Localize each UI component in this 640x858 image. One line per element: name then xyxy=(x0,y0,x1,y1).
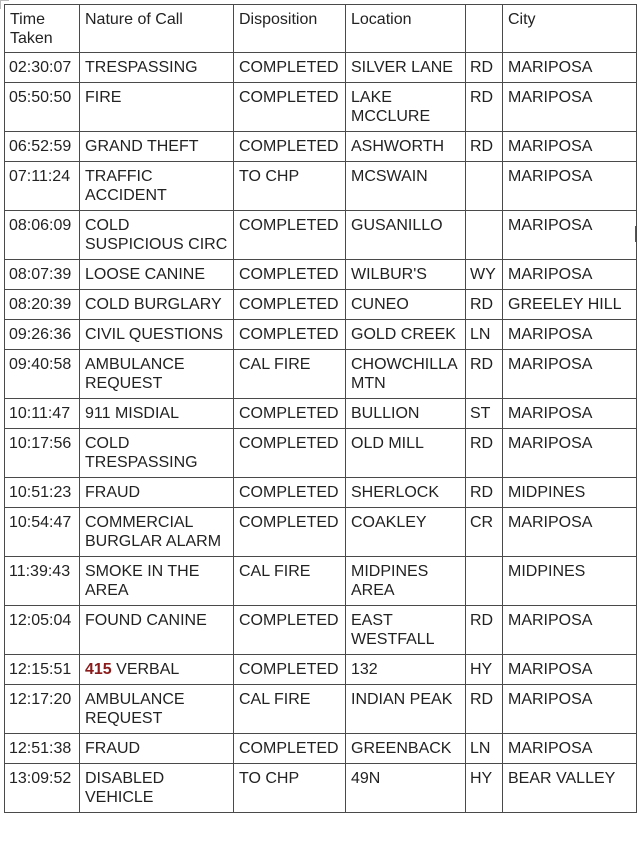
header-location: Location xyxy=(346,5,466,53)
cell-time: 06:52:59 xyxy=(5,132,80,162)
cell-disposition: CAL FIRE xyxy=(234,685,346,734)
cell-suffix: RD xyxy=(466,606,503,655)
cell-time: 02:30:07 xyxy=(5,53,80,83)
cell-nature: FIRE xyxy=(80,83,234,132)
cell-suffix: RD xyxy=(466,685,503,734)
cell-time: 10:54:47 xyxy=(5,508,80,557)
header-time: Time Taken xyxy=(5,5,80,53)
cell-suffix xyxy=(466,557,503,606)
cell-suffix: RD xyxy=(466,83,503,132)
table-row xyxy=(5,557,637,606)
cell-disposition: COMPLETED xyxy=(234,508,346,557)
cell-city: MARIPOSA xyxy=(503,132,637,162)
cell-time: 09:26:36 xyxy=(5,320,80,350)
cell-nature: TRESPASSING xyxy=(80,53,234,83)
cell-city: MARIPOSA xyxy=(503,655,637,685)
cell-location: GOLD CREEK xyxy=(346,320,466,350)
cell-disposition: CAL FIRE xyxy=(234,350,346,399)
cell-location: CUNEO xyxy=(346,290,466,320)
cell-nature: CIVIL QUESTIONS xyxy=(80,320,234,350)
table-row xyxy=(5,83,637,132)
cell-nature: FOUND CANINE xyxy=(80,606,234,655)
cell-nature: GRAND THEFT xyxy=(80,132,234,162)
cell-disposition: CAL FIRE xyxy=(234,557,346,606)
header-city: City xyxy=(503,5,637,53)
call-log-body xyxy=(5,53,637,813)
cell-city: MARIPOSA xyxy=(503,606,637,655)
table-row xyxy=(5,211,637,260)
table-row xyxy=(5,290,637,320)
cell-nature: FRAUD xyxy=(80,478,234,508)
cell-time: 09:40:58 xyxy=(5,350,80,399)
cell-city: MARIPOSA xyxy=(503,83,637,132)
cell-nature: COMMERCIAL BURGLAR ALARM xyxy=(80,508,234,557)
cell-city: BEAR VALLEY xyxy=(503,764,637,813)
table-row xyxy=(5,399,637,429)
cell-disposition: TO CHP xyxy=(234,764,346,813)
cell-location: EAST WESTFALL xyxy=(346,606,466,655)
table-row xyxy=(5,508,637,557)
table-row xyxy=(5,53,637,83)
cell-time: 07:11:24 xyxy=(5,162,80,211)
cell-suffix: HY xyxy=(466,764,503,813)
header-row xyxy=(5,5,637,53)
cell-location: SHERLOCK xyxy=(346,478,466,508)
cell-time: 12:51:38 xyxy=(5,734,80,764)
cell-disposition: COMPLETED xyxy=(234,655,346,685)
header-disposition: Disposition xyxy=(234,5,346,53)
cell-city: MARIPOSA xyxy=(503,350,637,399)
cell-nature: AMBULANCE REQUEST xyxy=(80,685,234,734)
cell-suffix: RD xyxy=(466,53,503,83)
cell-disposition: COMPLETED xyxy=(234,290,346,320)
cell-city: GREELEY HILL xyxy=(503,290,637,320)
cell-nature: TRAFFIC ACCIDENT xyxy=(80,162,234,211)
cell-disposition: COMPLETED xyxy=(234,211,346,260)
cell-location: ASHWORTH xyxy=(346,132,466,162)
cell-disposition: COMPLETED xyxy=(234,606,346,655)
cell-disposition: COMPLETED xyxy=(234,734,346,764)
cell-suffix: RD xyxy=(466,478,503,508)
cell-location: GUSANILLO xyxy=(346,211,466,260)
cell-disposition: COMPLETED xyxy=(234,53,346,83)
nature-text: VERBAL xyxy=(116,661,180,678)
cell-city: MIDPINES xyxy=(503,478,637,508)
cell-disposition: COMPLETED xyxy=(234,478,346,508)
cell-time: 12:17:20 xyxy=(5,685,80,734)
call-log-sheet xyxy=(4,4,636,854)
cell-disposition: TO CHP xyxy=(234,162,346,211)
cell-suffix xyxy=(466,162,503,211)
cell-time: 10:17:56 xyxy=(5,429,80,478)
cell-location: 49N xyxy=(346,764,466,813)
cell-nature xyxy=(80,655,234,685)
cell-location: CHOWCHILLA MTN xyxy=(346,350,466,399)
cell-city: MARIPOSA xyxy=(503,211,637,260)
table-row xyxy=(5,734,637,764)
cell-time: 12:05:04 xyxy=(5,606,80,655)
cell-nature: AMBULANCE REQUEST xyxy=(80,350,234,399)
cell-suffix: RD xyxy=(466,290,503,320)
cell-suffix: RD xyxy=(466,429,503,478)
cell-nature: LOOSE CANINE xyxy=(80,260,234,290)
table-row xyxy=(5,655,637,685)
cell-location: LAKE MCCLURE xyxy=(346,83,466,132)
cell-suffix: LN xyxy=(466,734,503,764)
cell-suffix: LN xyxy=(466,320,503,350)
cell-city: MARIPOSA xyxy=(503,685,637,734)
cell-disposition: COMPLETED xyxy=(234,429,346,478)
cell-city: MARIPOSA xyxy=(503,260,637,290)
cell-location: MIDPINES AREA xyxy=(346,557,466,606)
cell-time: 13:09:52 xyxy=(5,764,80,813)
cell-time: 10:51:23 xyxy=(5,478,80,508)
cell-city: MARIPOSA xyxy=(503,734,637,764)
call-log-table xyxy=(4,4,637,813)
cell-nature: COLD SUSPICIOUS CIRC xyxy=(80,211,234,260)
cell-time: 11:39:43 xyxy=(5,557,80,606)
cell-suffix: WY xyxy=(466,260,503,290)
cell-location: OLD MILL xyxy=(346,429,466,478)
table-row xyxy=(5,320,637,350)
cell-time: 12:15:51 xyxy=(5,655,80,685)
cell-disposition: COMPLETED xyxy=(234,83,346,132)
cell-city: MARIPOSA xyxy=(503,320,637,350)
table-row xyxy=(5,260,637,290)
header-nature: Nature of Call xyxy=(80,5,234,53)
cell-nature: 911 MISDIAL xyxy=(80,399,234,429)
table-row xyxy=(5,606,637,655)
table-row xyxy=(5,429,637,478)
cell-city: MARIPOSA xyxy=(503,162,637,211)
cell-city: MARIPOSA xyxy=(503,508,637,557)
cell-city: MARIPOSA xyxy=(503,429,637,478)
table-row xyxy=(5,764,637,813)
cell-nature: SMOKE IN THE AREA xyxy=(80,557,234,606)
cell-time: 08:06:09 xyxy=(5,211,80,260)
header-suffix xyxy=(466,5,503,53)
table-row xyxy=(5,132,637,162)
cell-disposition: COMPLETED xyxy=(234,399,346,429)
cell-city: MARIPOSA xyxy=(503,53,637,83)
cell-location: COAKLEY xyxy=(346,508,466,557)
incident-code: 415 xyxy=(85,661,112,678)
cell-location: SILVER LANE xyxy=(346,53,466,83)
cell-suffix: RD xyxy=(466,132,503,162)
cell-location: GREENBACK xyxy=(346,734,466,764)
cell-nature: COLD TRESPASSING xyxy=(80,429,234,478)
cell-location: MCSWAIN xyxy=(346,162,466,211)
cell-nature: COLD BURGLARY xyxy=(80,290,234,320)
cell-nature: FRAUD xyxy=(80,734,234,764)
cell-location: INDIAN PEAK xyxy=(346,685,466,734)
cell-time: 08:20:39 xyxy=(5,290,80,320)
cell-time: 08:07:39 xyxy=(5,260,80,290)
table-row xyxy=(5,478,637,508)
cell-location: 132 xyxy=(346,655,466,685)
cell-location: WILBUR'S xyxy=(346,260,466,290)
cell-disposition: COMPLETED xyxy=(234,132,346,162)
cell-nature: DISABLED VEHICLE xyxy=(80,764,234,813)
cell-suffix xyxy=(466,211,503,260)
cell-city: MARIPOSA xyxy=(503,399,637,429)
cell-location: BULLION xyxy=(346,399,466,429)
cell-disposition: COMPLETED xyxy=(234,260,346,290)
table-row xyxy=(5,162,637,211)
cell-time: 05:50:50 xyxy=(5,83,80,132)
cell-disposition: COMPLETED xyxy=(234,320,346,350)
cell-suffix: RD xyxy=(466,350,503,399)
table-row xyxy=(5,685,637,734)
cell-suffix: HY xyxy=(466,655,503,685)
cell-city: MIDPINES xyxy=(503,557,637,606)
table-row xyxy=(5,350,637,399)
cell-time: 10:11:47 xyxy=(5,399,80,429)
cell-suffix: CR xyxy=(466,508,503,557)
cell-suffix: ST xyxy=(466,399,503,429)
